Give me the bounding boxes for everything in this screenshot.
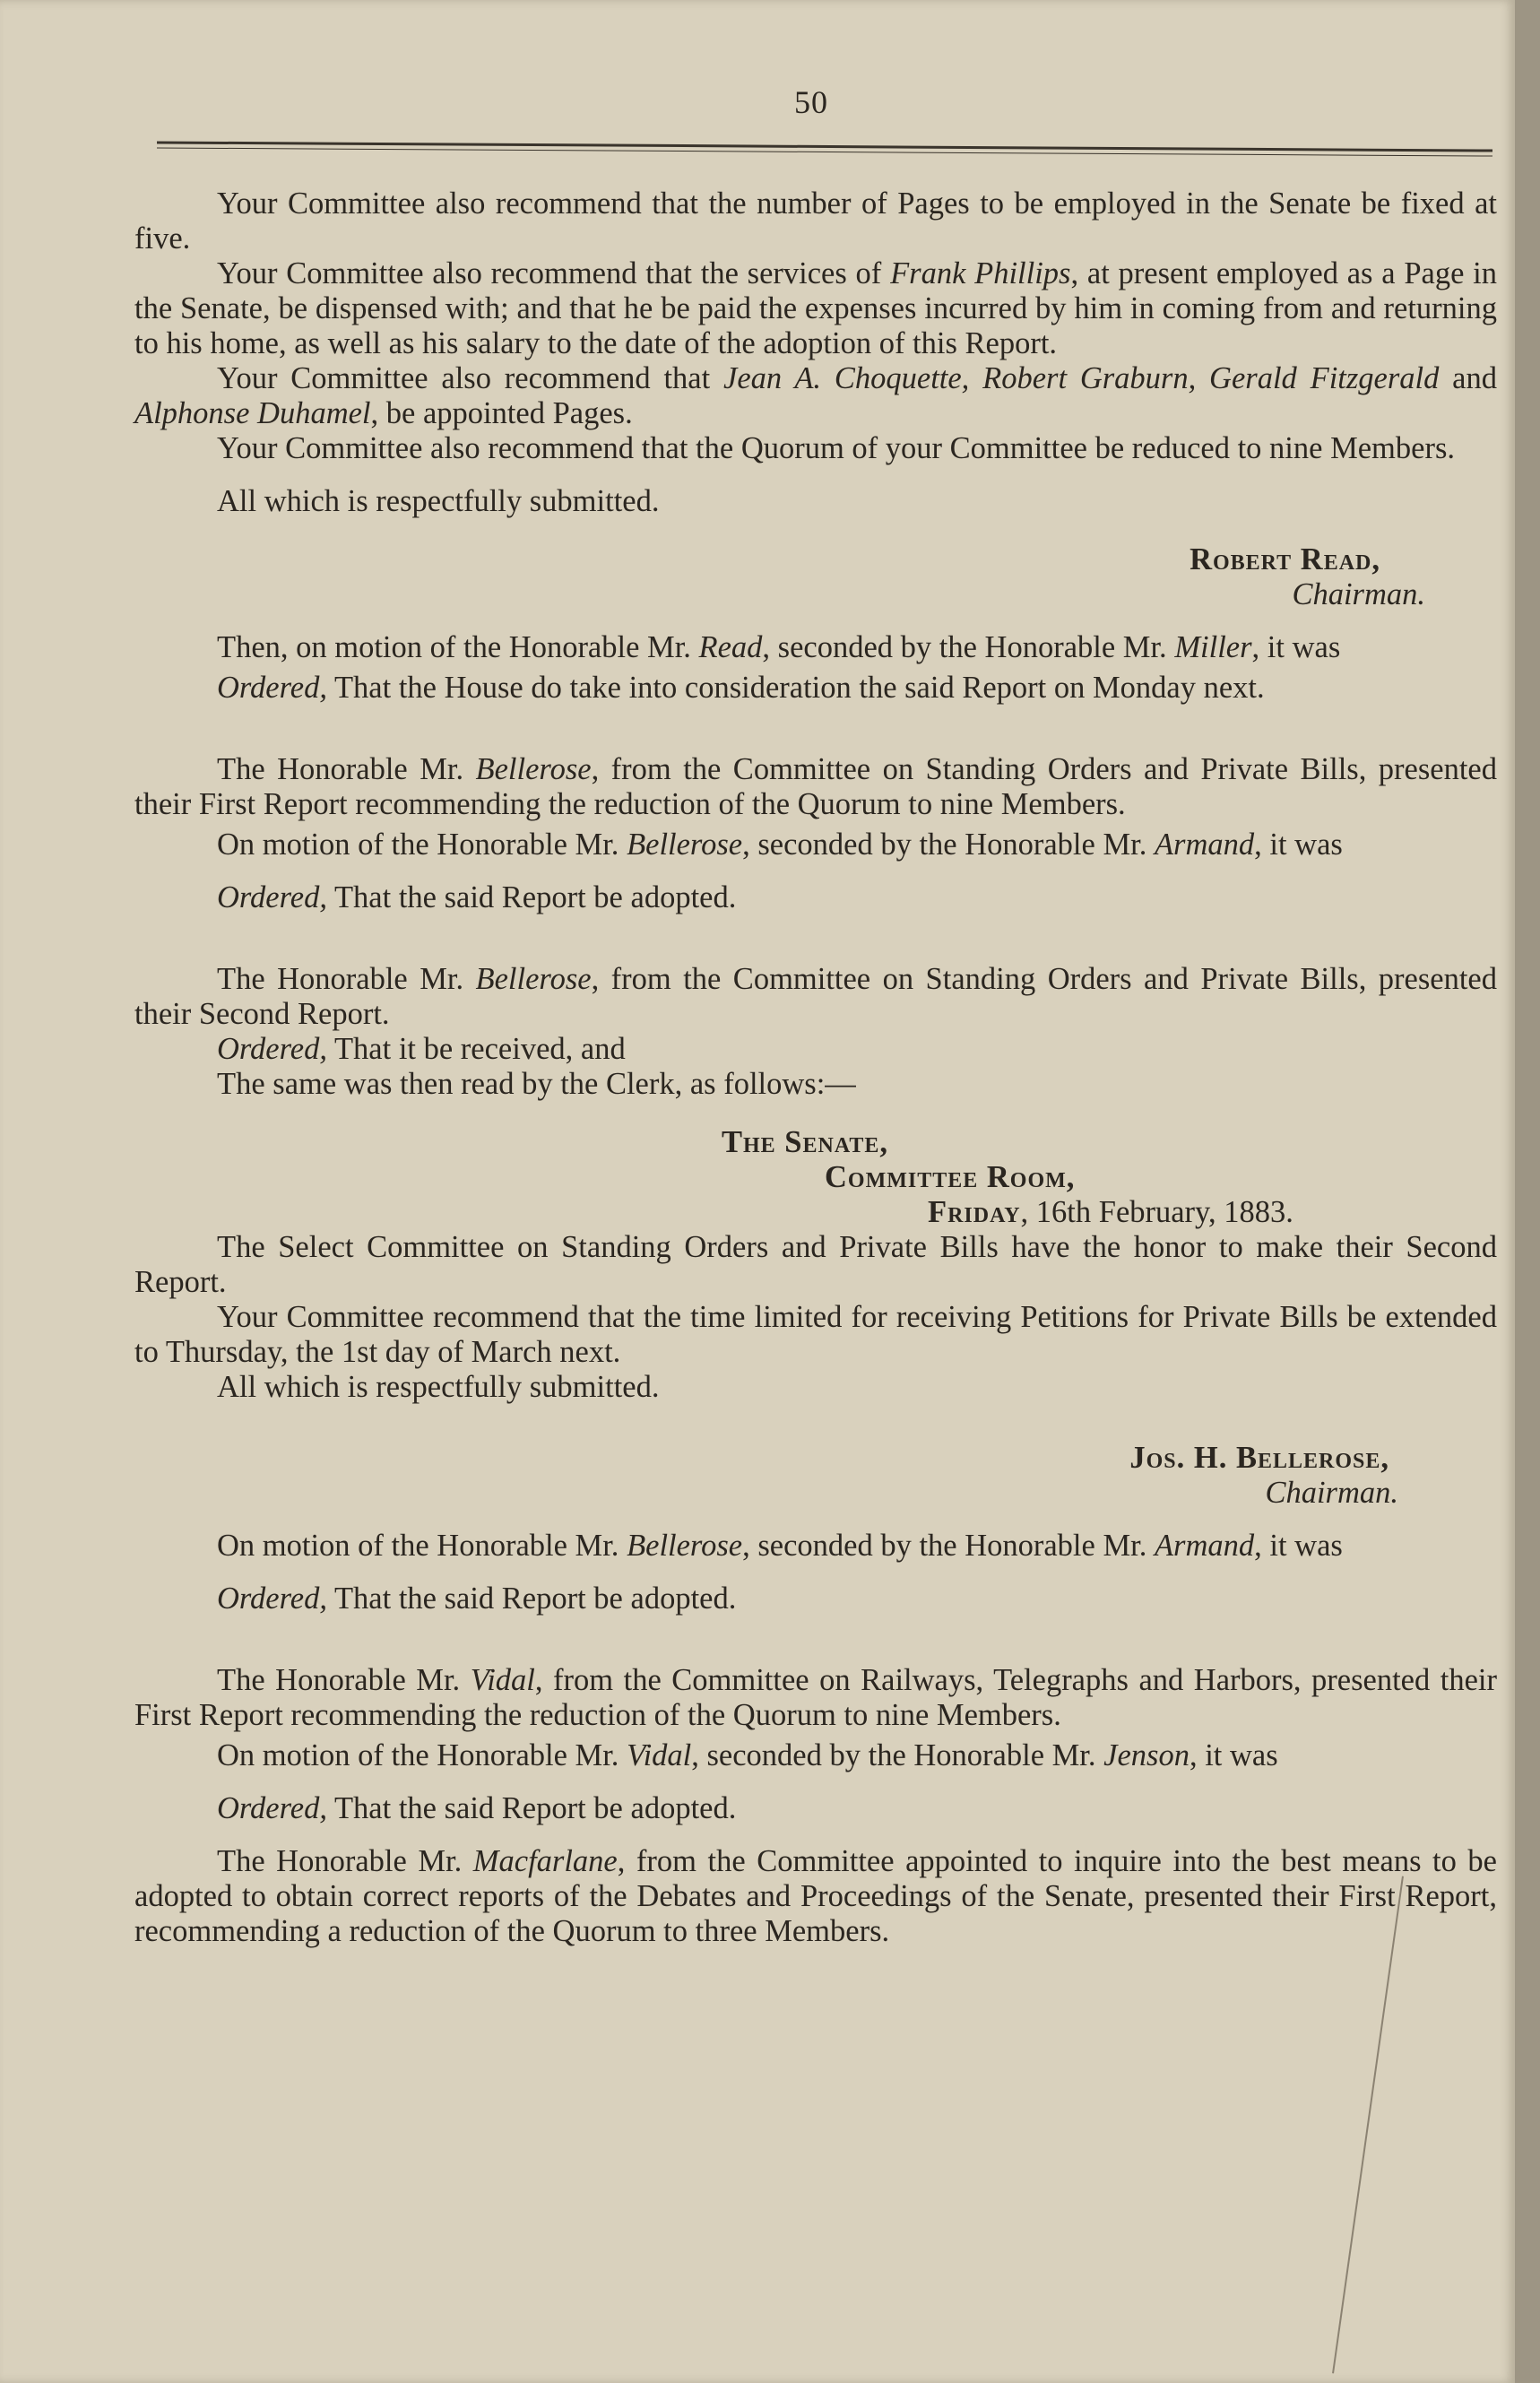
names-appointed-pages: Jean A. Choquette, Robert Graburn, Gerald Fitzgerald	[723, 361, 1440, 395]
motion-read: Then, on motion of the Honorable Mr. Read, seconded by the Honorable Mr. Miller, it was	[217, 630, 1341, 664]
report-body-3: All which is respectfully submitted.	[217, 1370, 660, 1404]
report-bellerose-first: The Honorable Mr. Bellerose, from the Committee on Standing Orders and Private Bills, presented their First Report recommending the reduction of the Quorum to nine Members.	[134, 752, 1497, 821]
motion-vidal: On motion of the Honorable Mr. Vidal, seconded by the Honorable Mr. Jenson, it was	[217, 1738, 1278, 1772]
motion-bellerose-2: On motion of the Honorable Mr. Bellerose, seconded by the Honorable Mr. Armand, it was	[217, 1529, 1343, 1563]
paragraph-new-pages: Your Committee also recommend that Jean A. Choquette, Robert Graburn, Gerald Fitzgerald and Alphonse Duhamel, be appointed Pages.	[134, 361, 1497, 430]
signature-read	[134, 542, 1497, 612]
report-heading	[134, 1125, 1497, 1230]
ordered-monday: Ordered, That the House do take into consideration the said Report on Monday next.	[217, 671, 1265, 705]
signature-title: Chairman.	[1292, 577, 1425, 611]
paragraph-quorum: Your Committee also recommend that the Quorum of your Committee be reduced to nine Members.	[217, 431, 1455, 465]
heading-committee-room: Committee Room,	[825, 1160, 1076, 1194]
signature-bellerose	[134, 1441, 1497, 1511]
heading-date: Friday, 16th February, 1883.	[928, 1195, 1293, 1229]
ordered-adopted-2: Ordered, That the said Report be adopted.	[217, 1581, 737, 1616]
report-body-2: Your Committee recommend that the time limited for receiving Petitions for Private Bills be extended to Thursday, the 1st day of March next.	[134, 1300, 1497, 1369]
name-frank-phillips: Frank Phillips	[890, 256, 1071, 290]
ordered-adopted-3: Ordered, That the said Report be adopted.	[217, 1791, 737, 1825]
report-macfarlane: The Honorable Mr. Macfarlane, from the Committee appointed to inquire into the best means to be adopted to obtain correct reports of the Debates and Proceedings of the Senate, presented their First Report, recommending a reduction of the Quorum to three Members.	[134, 1844, 1497, 1948]
report-body-1: The Select Committee on Standing Orders and Private Bills have the honor to make their Second Report.	[134, 1230, 1497, 1299]
page-edge-shadow	[1515, 0, 1540, 2383]
ordered-adopted-1: Ordered, That the said Report be adopted.	[217, 880, 737, 914]
page-content	[134, 85, 1497, 1949]
report-vidal: The Honorable Mr. Vidal, from the Committee on Railways, Telegraphs and Harbors, presented their First Report recommending the reduction of the Quorum to nine Members.	[134, 1663, 1497, 1732]
paragraph-pages-number: Your Committee also recommend that the number of Pages to be employed in the Senate be fixed at five.	[134, 186, 1497, 256]
signature-title: Chairman.	[1265, 1476, 1398, 1510]
signature-name: Robert Read,	[1190, 542, 1380, 576]
ordered-received: Ordered, That it be received, and	[217, 1032, 626, 1066]
motion-bellerose-1: On motion of the Honorable Mr. Bellerose, seconded by the Honorable Mr. Armand, it was	[217, 828, 1343, 862]
read-by-clerk: The same was then read by the Clerk, as follows:—	[217, 1067, 856, 1101]
report-bellerose-second: The Honorable Mr. Bellerose, from the Committee on Standing Orders and Private Bills, presented their Second Report.	[134, 962, 1497, 1031]
page-number: 50	[794, 84, 828, 120]
name-alphonse-duhamel: Alphonse Duhamel	[134, 396, 371, 430]
header-rule	[157, 141, 1492, 156]
paragraph-frank-phillips: Your Committee also recommend that the services of Frank Phillips, at present employed as a Page in the Senate, be dispensed with; and that he be paid the expenses incurred by him in coming from and returning to his home, as well as his salary to the date of the adoption of this Report.	[134, 256, 1497, 360]
margin-pencil-line	[1332, 1876, 1404, 2374]
heading-senate: The Senate,	[722, 1125, 889, 1159]
paragraph-submitted: All which is respectfully submitted.	[217, 484, 660, 518]
signature-name: Jos. H. Bellerose,	[1129, 1441, 1389, 1475]
